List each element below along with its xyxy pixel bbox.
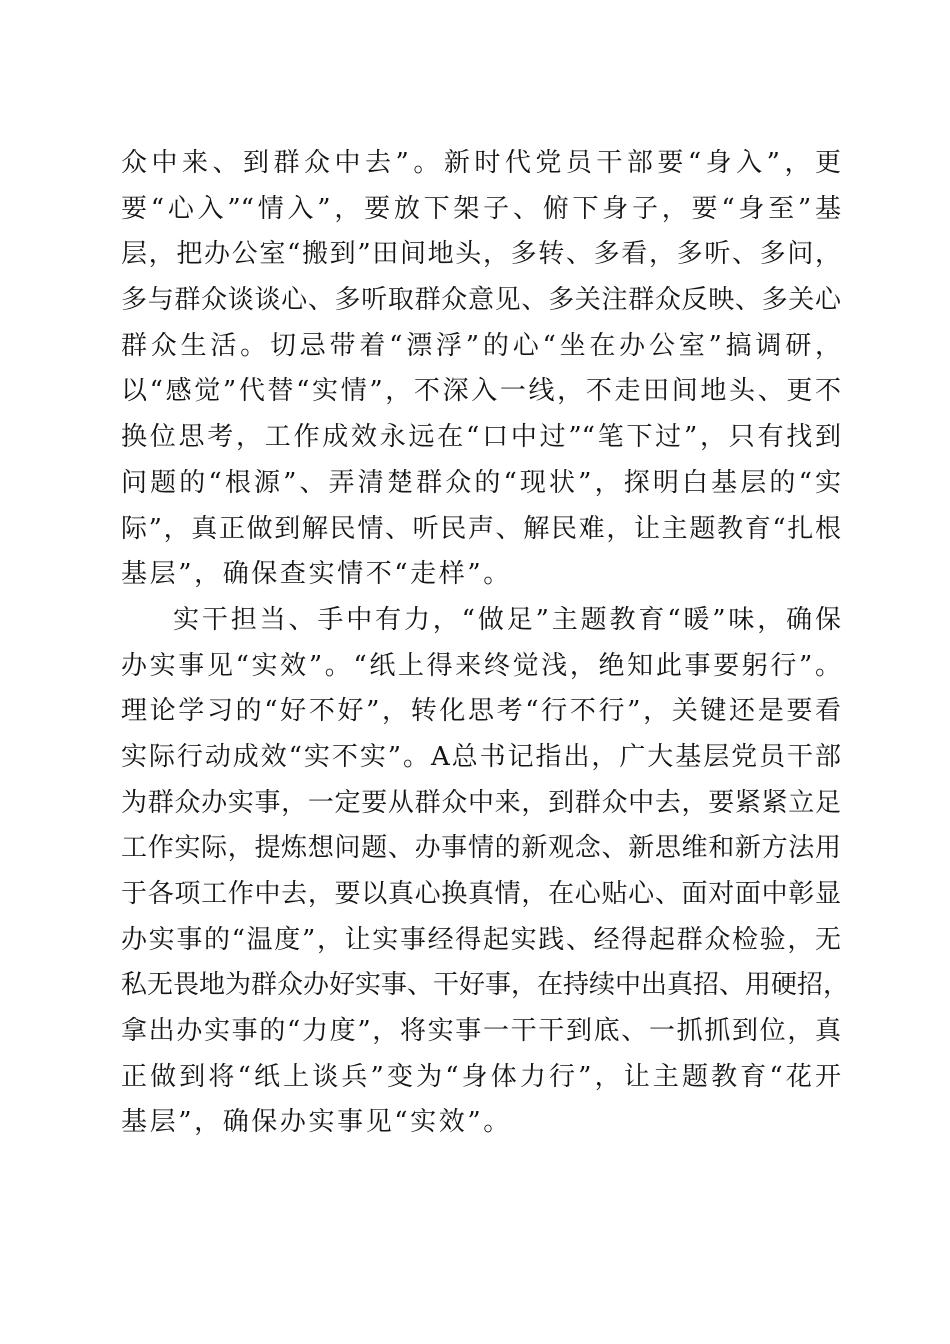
text-line: 正做到将“纸上谈兵”变为“身体力行”，让主题教育“花开 bbox=[121, 1061, 841, 1092]
text-line: 基层”，确保查实情不“走样”。 bbox=[121, 559, 512, 590]
text-line: 多与群众谈谈心、多听取群众意见、多关注群众反映、多关心 bbox=[121, 285, 841, 316]
text-line: 实干担当、手中有力，“做足”主题教育“暖”味，确保 bbox=[173, 604, 841, 635]
text-line: 于各项工作中去，要以真心换真情，在心贴心、面对面中彰显 bbox=[121, 879, 841, 909]
text-line: 以“感觉”代替“实情”，不深入一线，不走田间地头、更不 bbox=[121, 376, 841, 407]
text-line: 基层”，确保办实事见“实效”。 bbox=[121, 1107, 512, 1138]
text-line: 为群众办实事，一定要从群众中来，到群众中去，要紧紧立足 bbox=[121, 787, 841, 818]
text-line: 理论学习的“好不好”，转化思考“行不行”，关键还是要看 bbox=[121, 696, 841, 727]
text-line: 群众生活。切忌带着“漂浮”的心“坐在办公室”搞调研， bbox=[121, 330, 841, 361]
text-line: 私无畏地为群众办好实事、干好事，在持续中出真招、用硬招， bbox=[121, 970, 850, 1001]
text-line: 问题的“根源”、弄清楚群众的“现状”，探明白基层的“实 bbox=[121, 467, 841, 498]
text-line: 拿出办实事的“力度”，将实事一干干到底、一抓抓到位，真 bbox=[121, 1016, 841, 1047]
text-line: 办实事见“实效”。“纸上得来终觉浅，绝知此事要躬行”。 bbox=[121, 650, 841, 681]
text-line: 办实事的“温度”，让实事经得起实践、经得起群众检验，无 bbox=[121, 924, 841, 955]
text-line: 换位思考，工作成效永远在“口中过”“笔下过”，只有找到 bbox=[121, 422, 841, 453]
text-line: 际”，真正做到解民情、听民声、解民难，让主题教育“扎根 bbox=[121, 513, 841, 544]
text-line: 工作实际，提炼想问题、办事情的新观念、新思维和新方法用 bbox=[121, 833, 841, 864]
document-body bbox=[121, 141, 850, 1146]
text-line: 实际行动成效“实不实”。A总书记指出，广大基层党员干部 bbox=[121, 741, 841, 772]
paragraph-1 bbox=[121, 141, 841, 598]
paragraph-2 bbox=[121, 598, 850, 1146]
text-line: 众中来、到群众中去”。新时代党员干部要“身入”，更 bbox=[121, 148, 841, 178]
text-line: 层，把办公室“搬到”田间地头，多转、多看，多听、多问， bbox=[121, 239, 841, 270]
text-line: 要“心入”“情入”，要放下架子、俯下身子，要“身至”基 bbox=[121, 193, 841, 224]
